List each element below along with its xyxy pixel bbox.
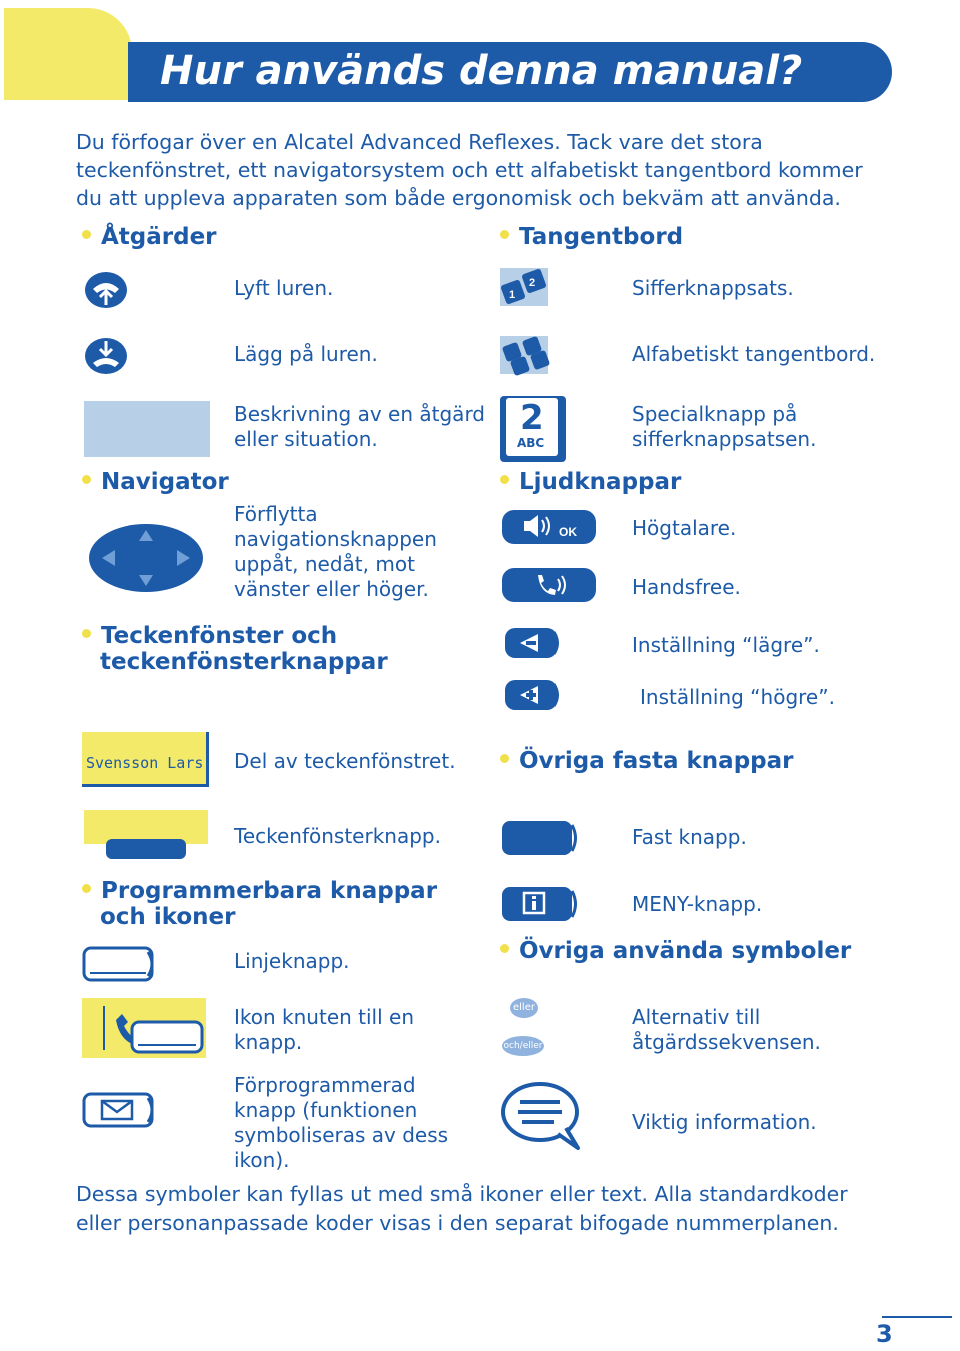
label-lagg: Lägg på luren. (234, 342, 378, 366)
display-key-icon (84, 810, 210, 866)
ok-text: OK (559, 525, 577, 539)
label-linjeknapp: Linjeknapp. (234, 949, 350, 973)
bullet-icon (500, 754, 509, 763)
label-fast: Fast knapp. (632, 825, 747, 849)
section-atgarder (82, 224, 217, 250)
label-beskrivning-1: Beskrivning av en åtgärd (234, 402, 486, 426)
bullet-icon (500, 230, 509, 239)
label-handsfree: Handsfree. (632, 575, 741, 599)
svg-text:1: 1 (509, 289, 516, 301)
label-forprog-3: symboliseras av dess (234, 1123, 449, 1147)
volume-down-icon (504, 627, 564, 665)
section-navigator (82, 469, 229, 495)
label-beskrivning-2: eller situation. (234, 427, 378, 451)
label-special-2: sifferknappsatsen. (632, 427, 817, 451)
display-part-icon (82, 732, 209, 787)
handsfree-icon (500, 566, 600, 610)
section-ljudknappar-label: Ljudknappar (519, 469, 682, 495)
label-del-av: Del av teckenfönstret. (234, 749, 456, 773)
label-meny: MENY-knapp. (632, 892, 763, 916)
section-programmerbara-label-2: och ikoner (100, 904, 236, 930)
line-key-icon (82, 944, 158, 988)
svg-text:2: 2 (529, 277, 536, 289)
label-forprog-1: Förprogrammerad (234, 1073, 416, 1097)
bullet-icon (82, 629, 91, 638)
label-forprog-2: knapp (funktionen (234, 1098, 418, 1122)
intro-paragraph: Du förfogar över en Alcatel Advanced Reflexes. Tack vare det stora teckenfönstret, ett navigatorsystem och ett alfabetiskt tangentbord kommer du att uppleva apparaten som både ergonomisk och bekväm att använda. (76, 130, 863, 210)
section-tangentbord (500, 224, 683, 250)
label-forflytta-1: Förflytta (234, 502, 318, 526)
section-programmerbara-label-1: Programmerbara knappar (101, 878, 438, 904)
outro-paragraph: Dessa symboler kan fyllas ut med små ikoner eller text. Alla standardkoder eller personanpassade koder visas i den separat bifogade nummerplanen. (76, 1182, 848, 1235)
section-navigator-label: Navigator (101, 469, 229, 495)
bullet-icon (82, 230, 91, 239)
eller-badge: eller (510, 998, 538, 1018)
preprogrammed-key-icon (82, 1090, 158, 1134)
label-forflytta-3: uppåt, nedåt, mot (234, 552, 415, 576)
label-lagre: Inställning “lägre”. (632, 633, 820, 657)
display-name-text: Svensson Lars (86, 754, 204, 772)
bullet-icon (500, 944, 509, 953)
label-ikon-2: knapp. (234, 1030, 303, 1054)
numeric-keypad-icon (500, 268, 550, 312)
label-lyft: Lyft luren. (234, 276, 334, 300)
speaker-icon (500, 508, 600, 552)
section-teckenfonster-label-2: teckenfönsterknappar (100, 649, 388, 675)
description-box-icon (84, 401, 210, 457)
page-number: 3 (876, 1320, 893, 1348)
label-hogtalare: Högtalare. (632, 516, 737, 540)
page-title: Hur används denna manual? (160, 48, 803, 94)
on-hook-icon (84, 336, 128, 380)
label-forflytta-4: vänster eller höger. (234, 577, 429, 601)
section-ovriga-symboler (500, 938, 851, 964)
label-alfabetiskt: Alfabetiskt tangentbord. (632, 342, 876, 366)
section-programmerbara (82, 878, 437, 904)
bullet-icon (82, 475, 91, 484)
label-alternativ-2: åtgärdssekvensen. (632, 1030, 821, 1054)
speech-bubble-icon (500, 1080, 586, 1156)
bullet-icon (500, 475, 509, 484)
menu-key-icon (500, 884, 580, 928)
section-atgarder-label: Åtgärder (101, 224, 217, 250)
section-teckenfonster (82, 623, 337, 649)
section-tangentbord-label: Tangentbord (519, 224, 684, 250)
section-teckenfonster-label-1: Teckenfönster och (101, 623, 338, 649)
volume-up-icon (504, 679, 564, 717)
label-teckenknapp: Teckenfönsterknapp. (234, 824, 441, 848)
och-eller-badge: och/eller (502, 1036, 544, 1056)
key-digit: 2 (520, 398, 544, 438)
section-ovriga-fasta (500, 748, 793, 774)
fixed-key-icon (500, 818, 580, 862)
icon-linked-key-icon (82, 998, 208, 1064)
label-hogre: Inställning “högre”. (640, 685, 835, 709)
label-forflytta-2: navigationsknappen (234, 527, 437, 551)
section-ovriga-fasta-label: Övriga fasta knappar (519, 748, 794, 774)
alphabetic-keyboard-icon (500, 336, 550, 380)
key-letters: ABC (517, 436, 545, 450)
label-viktig: Viktig information. (632, 1110, 817, 1134)
navigator-icon (88, 523, 204, 597)
label-alternativ-1: Alternativ till (632, 1005, 761, 1029)
header-yellow-tab (4, 8, 132, 100)
label-forprog-4: ikon). (234, 1148, 290, 1172)
label-special-1: Specialknapp på (632, 402, 798, 426)
special-key-icon (500, 396, 566, 462)
label-ikon-1: Ikon knuten till en (234, 1005, 414, 1029)
section-ovriga-symboler-label: Övriga använda symboler (519, 938, 852, 964)
label-sifferknappsats: Sifferknappsats. (632, 276, 794, 300)
page-number-rule (882, 1316, 952, 1318)
bullet-icon (82, 884, 91, 893)
section-ljudknappar (500, 469, 681, 495)
off-hook-icon (84, 270, 128, 314)
